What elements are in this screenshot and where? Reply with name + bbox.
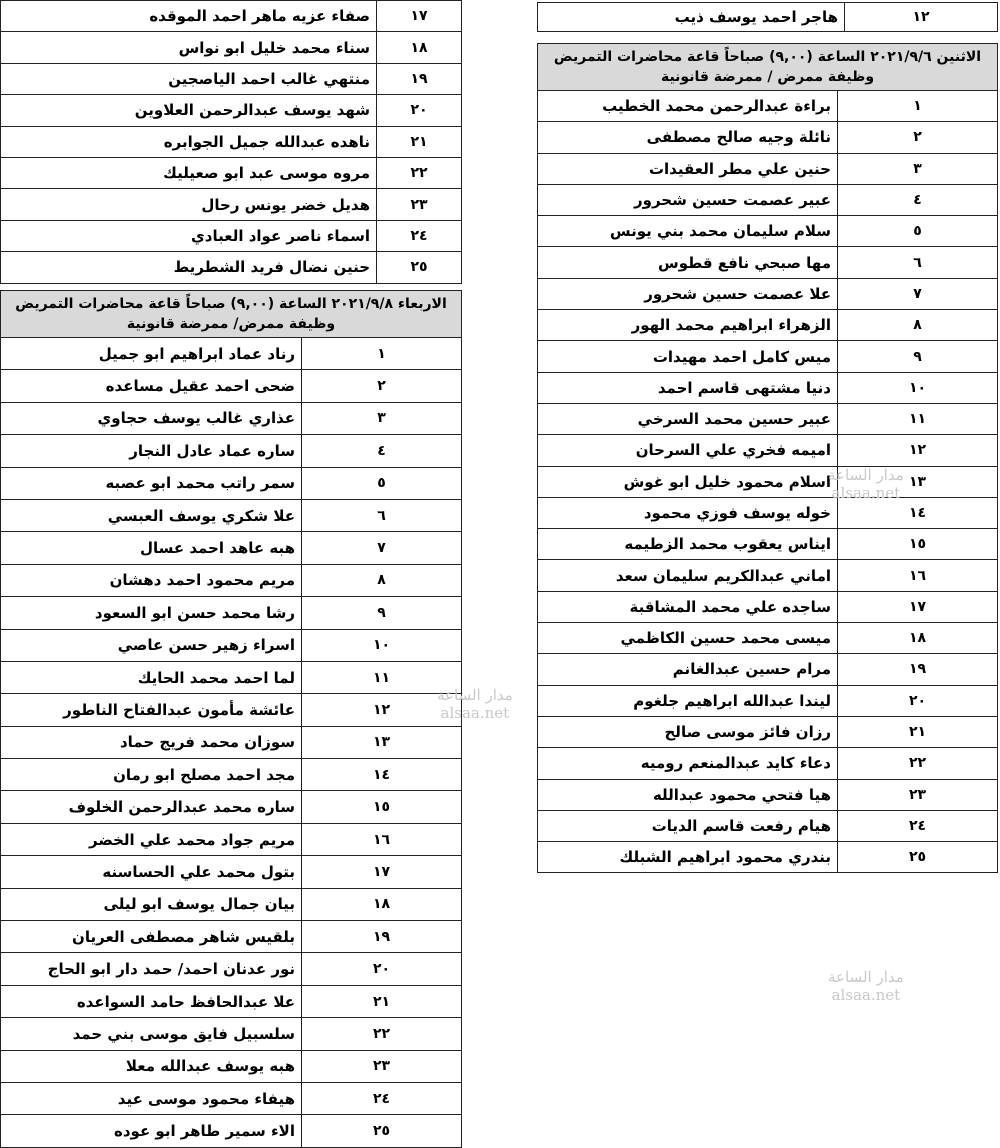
row-name: رشا محمد حسن ابو السعود xyxy=(1,597,302,629)
watermark-line2: alsaa.net xyxy=(831,484,901,502)
row-name: سوزان محمد فريج حماد xyxy=(1,726,302,758)
table-row xyxy=(538,153,998,184)
table-row xyxy=(1,32,462,63)
watermark-line1: مدار الساعة xyxy=(828,968,904,986)
row-number: ٦ xyxy=(302,499,462,531)
row-number: ١٢ xyxy=(838,435,998,466)
table-row xyxy=(538,654,998,685)
row-number: ٥ xyxy=(302,467,462,499)
table-row xyxy=(1,856,462,888)
row-number: ١٩ xyxy=(377,63,462,94)
table-row xyxy=(538,341,998,372)
row-name: ساجده علي محمد المشاقبة xyxy=(538,591,838,622)
table-row xyxy=(1,95,462,126)
row-name: علا شكري يوسف العبسي xyxy=(1,499,302,531)
row-name: رناد عماد ابراهيم ابو جميل xyxy=(1,338,302,370)
row-name: مريم جواد محمد علي الخضر xyxy=(1,823,302,855)
table-row xyxy=(1,597,462,629)
row-name: علا عبدالحافظ حامد السواعده xyxy=(1,985,302,1017)
table-row xyxy=(1,435,462,467)
top-left-table-body xyxy=(1,1,462,284)
table-row xyxy=(1,661,462,693)
row-name: سلسبيل فايق موسى بني حمد xyxy=(1,1018,302,1050)
table-row xyxy=(538,623,998,654)
table-row xyxy=(1,823,462,855)
watermark xyxy=(828,968,904,1004)
table-row xyxy=(1,1082,462,1114)
row-name: هبه يوسف عبدالله معلا xyxy=(1,1050,302,1082)
row-name: شهد يوسف عبدالرحمن العلاوين xyxy=(1,95,377,126)
row-number: ٢ xyxy=(838,122,998,153)
row-name: صفاء عزيه ماهر احمد الموقده xyxy=(1,1,377,32)
table-row xyxy=(1,1115,462,1147)
row-number: ٢٣ xyxy=(302,1050,462,1082)
row-number: ٢٥ xyxy=(377,252,462,283)
row-name: ميسى محمد حسين الكاظمي xyxy=(538,623,838,654)
table-row xyxy=(1,338,462,370)
row-number: ١٣ xyxy=(302,726,462,758)
row-number: ١٤ xyxy=(302,759,462,791)
row-name: ضحى احمد عقيل مساعده xyxy=(1,370,302,402)
table-row xyxy=(1,63,462,94)
table-row xyxy=(1,402,462,434)
table-row xyxy=(538,779,998,810)
row-name: مريم محمود احمد دهشان xyxy=(1,564,302,596)
session-header-row xyxy=(1,291,462,338)
row-number: ١٤ xyxy=(838,497,998,528)
row-name: حنين علي مطر العقيدات xyxy=(538,153,838,184)
row-name: هاجر احمد يوسف ذيب xyxy=(538,3,845,32)
row-number: ٨ xyxy=(838,310,998,341)
row-number: ١ xyxy=(838,91,998,122)
row-number: ٢٥ xyxy=(302,1115,462,1147)
wednesday-table-body xyxy=(1,338,462,1148)
row-number: ١١ xyxy=(302,661,462,693)
row-name: نائلة وجيه صالح مصطفى xyxy=(538,122,838,153)
row-number: ١٥ xyxy=(302,791,462,823)
row-name: اسماء ناصر عواد العبادي xyxy=(1,220,377,251)
row-name: ساره عماد عادل النجار xyxy=(1,435,302,467)
row-name: هيام رفعت قاسم الديات xyxy=(538,810,838,841)
table-row xyxy=(1,921,462,953)
row-number: ٤ xyxy=(838,184,998,215)
monday-table-body xyxy=(538,91,998,873)
table-row xyxy=(1,726,462,758)
table-row xyxy=(538,3,998,32)
row-number: ١٨ xyxy=(302,888,462,920)
row-number: ١٨ xyxy=(838,623,998,654)
row-number: ١٥ xyxy=(838,529,998,560)
row-number: ٢١ xyxy=(302,985,462,1017)
table-row xyxy=(1,1018,462,1050)
table-row xyxy=(1,220,462,251)
table-row xyxy=(1,1,462,32)
row-number: ٧ xyxy=(302,532,462,564)
row-number: ١١ xyxy=(838,403,998,434)
row-number: ٢٤ xyxy=(302,1082,462,1114)
row-number: ٢٤ xyxy=(838,810,998,841)
row-number: ٢٣ xyxy=(377,189,462,220)
table-row xyxy=(1,985,462,1017)
row-name: مها صبحي نافع قطوس xyxy=(538,247,838,278)
row-number: ٣ xyxy=(838,153,998,184)
table-row xyxy=(538,810,998,841)
row-name: اسراء زهير حسن عاصي xyxy=(1,629,302,661)
table-row xyxy=(538,716,998,747)
row-number: ٢٠ xyxy=(838,685,998,716)
row-number: ٤ xyxy=(302,435,462,467)
row-name: بيان جمال يوسف ابو ليلى xyxy=(1,888,302,920)
row-name: ساره محمد عبدالرحمن الخلوف xyxy=(1,791,302,823)
row-name: براءة عبدالرحمن محمد الخطيب xyxy=(538,91,838,122)
row-name: عبير عصمت حسين شحرور xyxy=(538,184,838,215)
table-row xyxy=(1,467,462,499)
top-left-names-table xyxy=(0,0,462,284)
table-row xyxy=(1,532,462,564)
row-name: ايناس يعقوب محمد الزطيمه xyxy=(538,529,838,560)
row-number: ١٩ xyxy=(838,654,998,685)
row-number: ٢٤ xyxy=(377,220,462,251)
table-row xyxy=(538,591,998,622)
table-row xyxy=(538,842,998,873)
row-name: هبه عاهد احمد عسال xyxy=(1,532,302,564)
table-row xyxy=(1,1050,462,1082)
row-name: مجد احمد مصلح ابو رمان xyxy=(1,759,302,791)
monday-session-table xyxy=(537,43,998,873)
row-name: دنيا مشتهى قاسم احمد xyxy=(538,372,838,403)
row-name: لما احمد محمد الحايك xyxy=(1,661,302,693)
row-number: ١٠ xyxy=(838,372,998,403)
row-name: اميمه فخري علي السرحان xyxy=(538,435,838,466)
table-row xyxy=(538,435,998,466)
table-row xyxy=(538,247,998,278)
table-row xyxy=(1,629,462,661)
row-number: ٢١ xyxy=(377,126,462,157)
row-name: مروه موسى عبد ابو صعيليك xyxy=(1,157,377,188)
table-row xyxy=(538,529,998,560)
row-name: هيا فتحي محمود عبدالله xyxy=(538,779,838,810)
wednesday-session-header: الاربعاء ٢٠٢١/٩/٨ الساعة (٩,٠٠) صباحاً قاعة محاضرات التمريض وظيفة ممرض/ ممرضة قانونية xyxy=(1,291,462,338)
table-row xyxy=(538,560,998,591)
row-number: ١٨ xyxy=(377,32,462,63)
row-name: بتول محمد علي الحساسنه xyxy=(1,856,302,888)
table-row xyxy=(538,310,998,341)
row-number: ١٧ xyxy=(377,1,462,32)
table-row xyxy=(1,499,462,531)
table-row xyxy=(1,157,462,188)
row-name: سلام سليمان محمد بني يونس xyxy=(538,216,838,247)
table-row xyxy=(538,184,998,215)
table-row xyxy=(538,372,998,403)
table-row xyxy=(1,564,462,596)
table-row xyxy=(1,694,462,726)
row-number: ١٧ xyxy=(838,591,998,622)
row-number: ٢٢ xyxy=(302,1018,462,1050)
row-name: عائشة مأمون عبدالفتاح الناطور xyxy=(1,694,302,726)
row-name: هيفاء محمود موسى عيد xyxy=(1,1082,302,1114)
row-name: مرام حسين عبدالغانم xyxy=(538,654,838,685)
row-number: ٢ xyxy=(302,370,462,402)
table-row xyxy=(538,497,998,528)
table-row xyxy=(538,91,998,122)
table-row xyxy=(538,466,998,497)
table-row xyxy=(538,685,998,716)
row-number: ١٩ xyxy=(302,921,462,953)
table-row xyxy=(1,126,462,157)
row-name: رزان فائز موسى صالح xyxy=(538,716,838,747)
row-name: ميس كامل احمد مهيدات xyxy=(538,341,838,372)
wednesday-session-table xyxy=(0,290,462,1148)
table-row xyxy=(1,791,462,823)
row-name: منتهي غالب احمد الياصجين xyxy=(1,63,377,94)
row-name: علا عصمت حسين شحرور xyxy=(538,278,838,309)
table-row xyxy=(538,278,998,309)
row-name: خوله يوسف فوزي محمود xyxy=(538,497,838,528)
row-number: ٢٢ xyxy=(838,748,998,779)
watermark-line2: alsaa.net xyxy=(831,986,901,1004)
row-name: دعاء كايد عبدالمنعم روميه xyxy=(538,748,838,779)
row-number: ١٦ xyxy=(838,560,998,591)
row-number: ٢٢ xyxy=(377,157,462,188)
row-number: ١٣ xyxy=(838,466,998,497)
session-header-row xyxy=(538,44,998,91)
table-row xyxy=(538,216,998,247)
row-number: ٩ xyxy=(838,341,998,372)
row-name: حنين نضال فريد الشطريط xyxy=(1,252,377,283)
table-row xyxy=(1,252,462,283)
row-name: سناء محمد خليل ابو نواس xyxy=(1,32,377,63)
row-name: هديل خضر يونس رحال xyxy=(1,189,377,220)
row-number: ٢٠ xyxy=(302,953,462,985)
row-name: الاء سمير طاهر ابو عوده xyxy=(1,1115,302,1147)
row-name: بلقيس شاهر مصطفى العريان xyxy=(1,921,302,953)
row-number: ٢١ xyxy=(838,716,998,747)
table-row xyxy=(538,748,998,779)
monday-session-header: الاثنين ٢٠٢١/٩/٦ الساعة (٩,٠٠) صباحاً قاعة محاضرات التمريض وظيفة ممرض / ممرضة قانونية xyxy=(538,44,998,91)
table-row xyxy=(538,122,998,153)
top-right-names-table xyxy=(537,2,998,32)
watermark-line2: alsaa.net xyxy=(440,704,510,722)
row-name: بندري محمود ابراهيم الشبلك xyxy=(538,842,838,873)
row-name: سمر راتب محمد ابو عصبه xyxy=(1,467,302,499)
row-number: ٢٣ xyxy=(838,779,998,810)
row-number: ٢٥ xyxy=(838,842,998,873)
row-number: ١ xyxy=(302,338,462,370)
row-number: ٥ xyxy=(838,216,998,247)
watermark-line1: مدار الساعة xyxy=(437,686,513,704)
table-row xyxy=(1,953,462,985)
row-number: ١٧ xyxy=(302,856,462,888)
row-number: ٧ xyxy=(838,278,998,309)
row-name: عبير حسين محمد السرخي xyxy=(538,403,838,434)
row-number: ١٢ xyxy=(845,3,998,32)
row-number: ١٢ xyxy=(302,694,462,726)
row-number: ٦ xyxy=(838,247,998,278)
row-name: عذاري غالب يوسف حجاوي xyxy=(1,402,302,434)
row-name: اسلام محمود خليل ابو غوش xyxy=(538,466,838,497)
row-number: ١٦ xyxy=(302,823,462,855)
row-number: ٨ xyxy=(302,564,462,596)
row-number: ١٠ xyxy=(302,629,462,661)
row-number: ٣ xyxy=(302,402,462,434)
row-name: ناهده عبدالله جميل الجوابره xyxy=(1,126,377,157)
row-name: نور عدنان احمد/ حمد دار ابو الحاج xyxy=(1,953,302,985)
table-row xyxy=(1,888,462,920)
table-row xyxy=(1,189,462,220)
row-number: ٩ xyxy=(302,597,462,629)
row-number: ٢٠ xyxy=(377,95,462,126)
table-row xyxy=(1,759,462,791)
row-name: اماني عبدالكريم سليمان سعد xyxy=(538,560,838,591)
table-row xyxy=(538,403,998,434)
table-row xyxy=(1,370,462,402)
watermark-line1: مدار الساعة xyxy=(828,466,904,484)
row-name: ليندا عبدالله ابراهيم جلغوم xyxy=(538,685,838,716)
row-name: الزهراء ابراهيم محمد الهور xyxy=(538,310,838,341)
